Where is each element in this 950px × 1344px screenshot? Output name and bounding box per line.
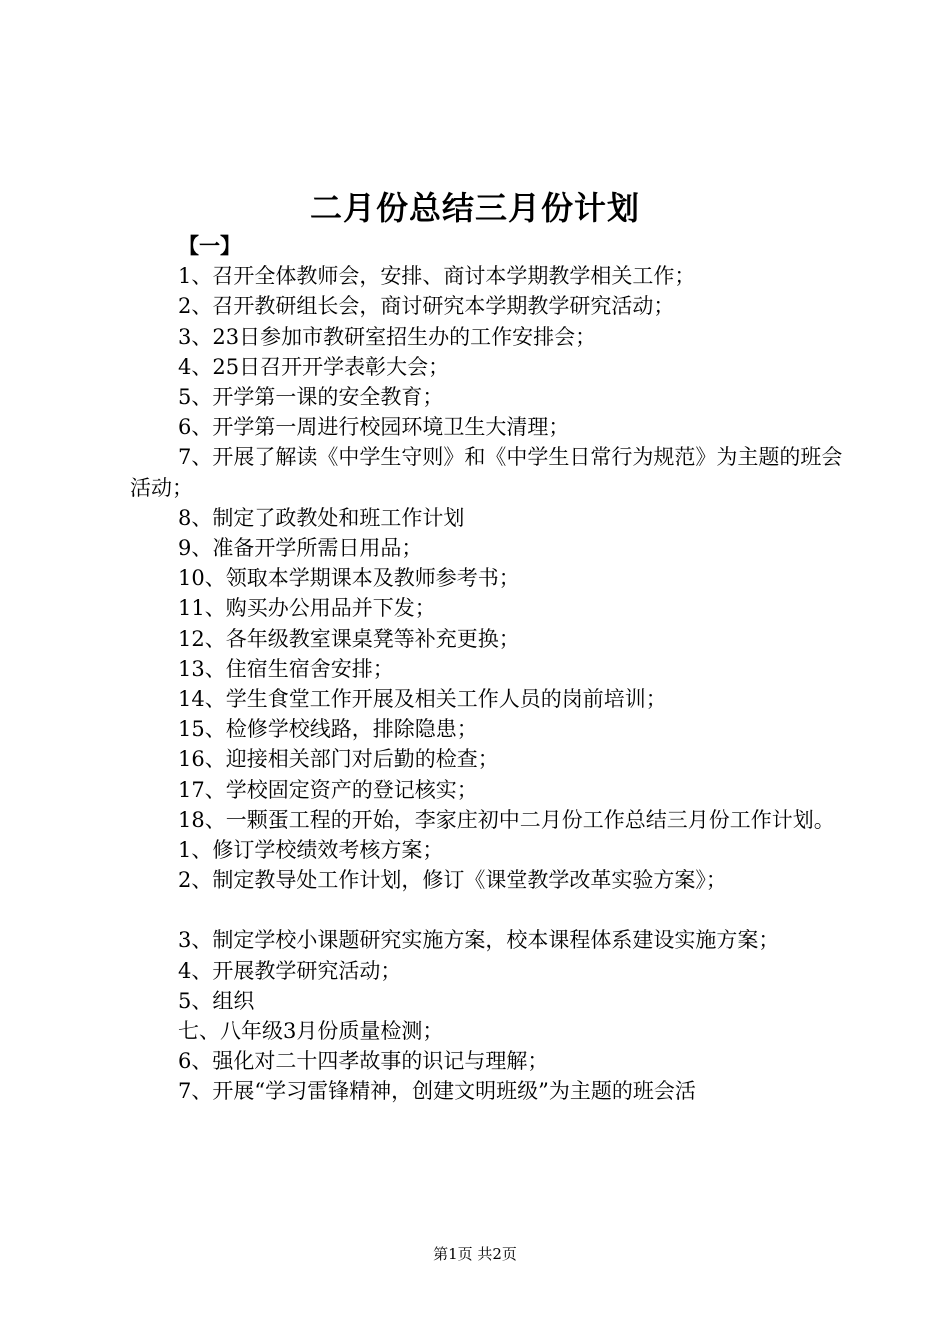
paragraph: 6、开学第一周进行校园环境卫生大清理；	[178, 415, 570, 440]
paragraph: 8、制定了政教处和班工作计划	[178, 505, 465, 530]
paragraph: 11、购买办公用品并下发；	[178, 596, 436, 621]
paragraph: 2、召开教研组长会，商讨研究本学期教学研究活动；	[178, 294, 675, 319]
paragraph: 10、领取本学期课本及教师参考书；	[178, 566, 520, 591]
paragraph: 4、25日召开开学表彰大会；	[178, 354, 450, 379]
paragraph: 17、学校固定资产的登记核实；	[178, 777, 478, 802]
paragraph: 2、制定教导处工作计划，修订《课堂教学改革实验方案》；	[178, 868, 727, 893]
paragraph: 15、检修学校线路，排除隐患；	[178, 717, 478, 742]
paragraph: 16、迎接相关部门对后勤的检查；	[178, 747, 499, 772]
paragraph: 5、开学第一课的安全教育；	[178, 385, 444, 410]
paragraph: 3、制定学校小课题研究实施方案，校本课程体系建设实施方案；	[178, 928, 780, 953]
document-title: 二月份总结三月份计划	[309, 189, 640, 227]
paragraph: 14、学生食堂工作开展及相关工作人员的岗前培训；	[178, 687, 667, 712]
paragraph: 7、开展了解读《中学生守则》和《中学生日常行为规范》为主题的班会活动；	[130, 445, 843, 500]
paragraph: 9、准备开学所需日用品；	[178, 536, 423, 561]
paragraph: 4、开展教学研究活动；	[178, 958, 402, 983]
section-label: 【一】	[178, 233, 241, 258]
paragraph: 3、23日参加市教研室招生办的工作安排会；	[178, 324, 597, 349]
paragraph: 1、召开全体教师会，安排、商讨本学期教学相关工作；	[178, 264, 696, 289]
document-body	[130, 231, 848, 1107]
paragraph: 12、各年级教室课桌凳等补充更换；	[178, 626, 520, 651]
paragraph: 7、开展“学习雷锋精神，创建文明班级”为主题的班会活	[178, 1079, 696, 1104]
page-footer: 第1页 共2页	[433, 1245, 517, 1263]
paragraph: 13、住宿生宿舍安排；	[178, 656, 394, 681]
paragraph: 6、强化对二十四孝故事的识记与理解；	[178, 1049, 549, 1074]
paragraph: 1、修订学校绩效考核方案；	[178, 838, 444, 863]
paragraph: 七、八年级3月份质量检测；	[178, 1019, 444, 1044]
paragraph: 5、组织	[178, 988, 255, 1013]
paragraph: 18、一颗蛋工程的开始，李家庄初中二月份工作总结三月份工作计划。	[178, 807, 835, 832]
